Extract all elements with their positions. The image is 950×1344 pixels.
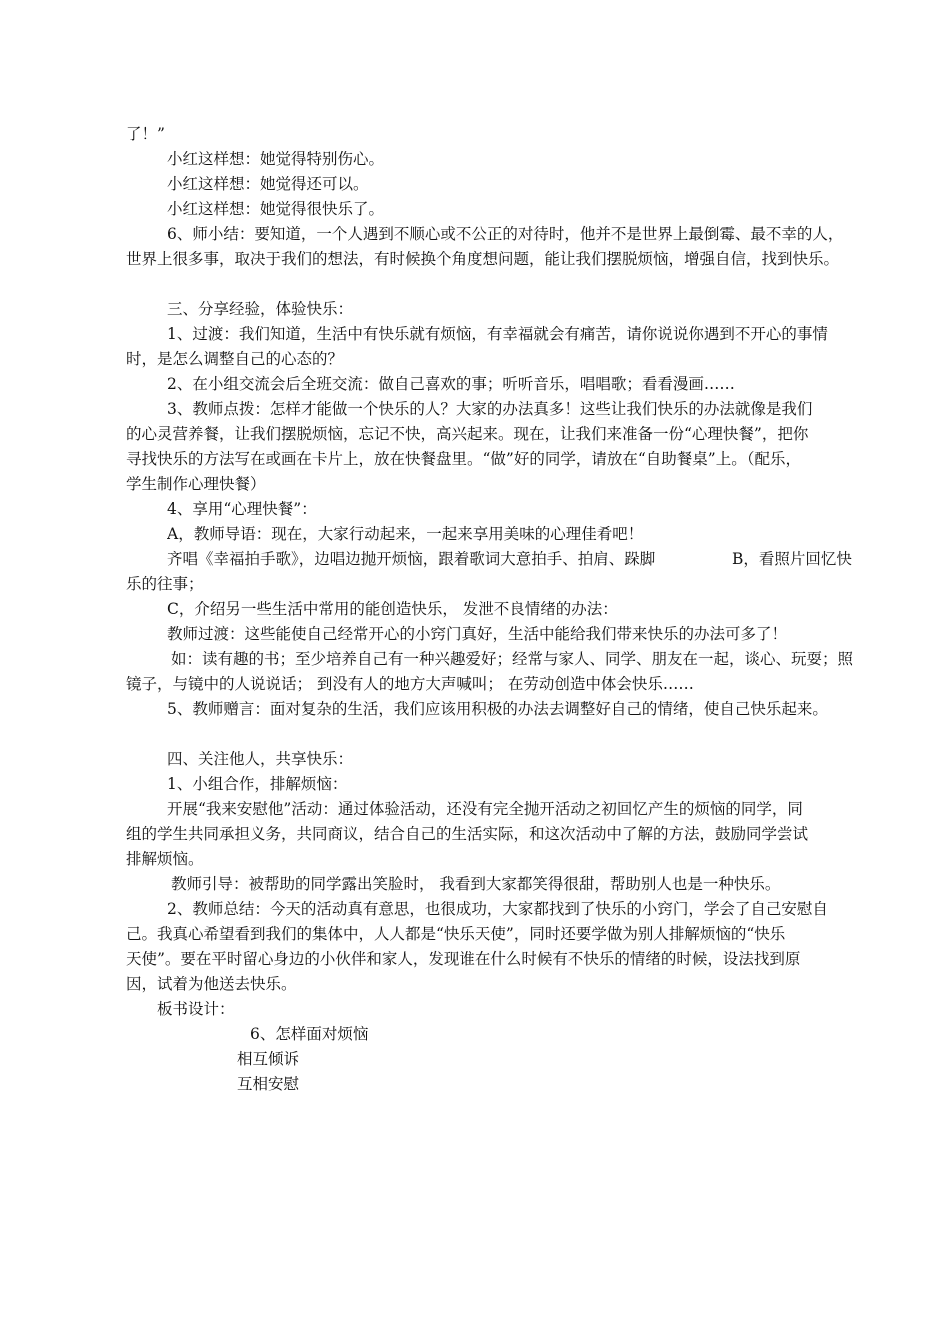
text-line: 小红这样想：她觉得特别伤心。 [167, 150, 385, 168]
text-line: 因，试着为他送去快乐。 [126, 975, 297, 993]
text-line: 如：读有趣的书；至少培养自己有一种兴趣爱好；经常与家人、同学、朋友在一起，谈心、玩耍；照 [171, 650, 854, 668]
text-line: 5、教师赠言：面对复杂的生活，我们应该用积极的办法去调整好自己的情绪，使自己快乐起来。 [167, 700, 828, 718]
text-line: 世界上很多事，取决于我们的想法，有时候换个角度想问题，能让我们摆脱烦恼，增强自信，找到快乐。 [126, 250, 840, 268]
text-line: 6、师小结：要知道，一个人遇到不顺心或不公正的对待时，他并不是世界上最倒霉、最不幸的人， [167, 225, 844, 243]
section-heading: 三、分享经验，体验快乐： [167, 300, 354, 318]
text-line: 排解烦恼。 [126, 850, 204, 868]
text-line: 开展“我来安慰他”活动：通过体验活动，还没有完全抛开活动之初回忆产生的烦恼的同学，同 [167, 800, 803, 818]
text-line: 4、享用“心理快餐”： [167, 500, 317, 518]
text-line: 2、在小组交流会后全班交流：做自己喜欢的事；听听音乐，唱唱歌；看看漫画…… [167, 375, 735, 393]
board-design-label: 板书设计： [157, 1000, 235, 1018]
text-line: 齐唱《幸福拍手歌》，边唱边抛开烦恼，跟着歌词大意拍手、拍肩、跺脚 [167, 550, 656, 568]
text-line: C，介绍另一些生活中常用的能创造快乐， 发泄不良情绪的办法： [167, 600, 618, 618]
text-line: 时，是怎么调整自己的心态的？ [126, 350, 344, 368]
text-line: 小红这样想：她觉得很快乐了。 [167, 200, 385, 218]
text-line: 1、小组合作，排解烦恼： [167, 775, 348, 793]
board-title: 6、怎样面对烦恼 [250, 1025, 369, 1043]
text-line: 小红这样想：她觉得还可以。 [167, 175, 369, 193]
section-heading: 四、关注他人，共享快乐： [167, 750, 354, 768]
text-line: 2、教师总结：今天的活动真有意思，也很成功，大家都找到了快乐的小窍门，学会了自己安慰自 [167, 900, 828, 918]
text-line: 的心灵营养餐，让我们摆脱烦恼，忘记不快，高兴起来。现在，让我们来准备一份“心理快餐”，把你 [126, 425, 809, 443]
text-line: 乐的往事； [126, 575, 204, 593]
text-line: 学生制作心理快餐） [126, 475, 266, 493]
board-item: 相互倾诉 [237, 1050, 300, 1068]
text-line: 教师过渡：这些能使自己经常开心的小窍门真好，生活中能给我们带来快乐的办法可多了！ [167, 625, 788, 643]
text-line: 镜子，与镜中的人说说话； 到没有人的地方大声喊叫； 在劳动创造中体会快乐…… [126, 675, 694, 693]
text-line: 3、教师点拨：怎样才能做一个快乐的人？大家的办法真多！这些让我们快乐的办法就像是我们 [167, 400, 813, 418]
text-line: 寻找快乐的方法写在或画在卡片上，放在快餐盘里。“做”好的同学，请放在“自助餐桌”上。（配乐， [126, 450, 801, 468]
text-line: A，教师导语：现在，大家行动起来，一起来享用美味的心理佳肴吧！ [167, 525, 644, 543]
text-line: B，看照片回忆快 [732, 550, 852, 568]
text-line: 组的学生共同承担义务，共同商议，结合自己的生活实际，和这次活动中了解的方法，鼓励同学尝试 [126, 825, 809, 843]
text-line: 1、过渡：我们知道，生活中有快乐就有烦恼，有幸福就会有痛苦，请你说说你遇到不开心的事情 [167, 325, 828, 343]
text-line: 天使”。要在平时留心身边的小伙伴和家人，发现谁在什么时候有不快乐的情绪的时候，设法找到原 [126, 950, 801, 968]
text-line: 己。我真心希望看到我们的集体中，人人都是“快乐天使”，同时还要学做为别人排解烦恼的“快乐 [126, 925, 786, 943]
text-line: 教师引导：被帮助的同学露出笑脸时， 我看到大家都笑得很甜，帮助别人也是一种快乐。 [171, 875, 781, 893]
text-line: 了！” [126, 125, 165, 143]
board-item: 互相安慰 [237, 1075, 300, 1093]
